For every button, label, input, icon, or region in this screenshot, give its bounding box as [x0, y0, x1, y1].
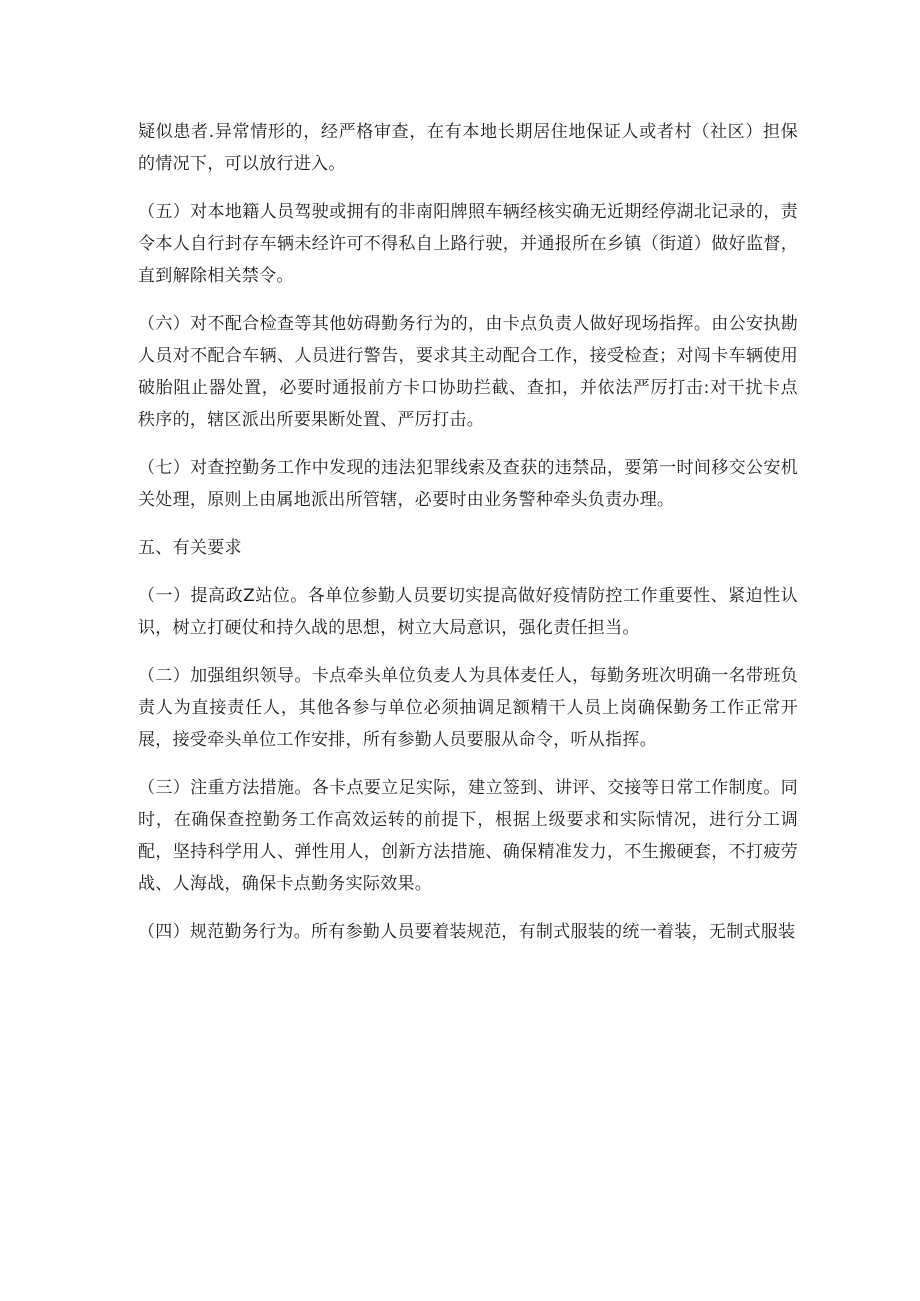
section-heading-requirements: 五、有关要求: [138, 538, 242, 558]
paragraph-requirement-1: （一）提高政Z站位。各单位参勤人员要切实提高做好疫情防控工作重要性、紧迫性认识，树立打硬仗和持久战的思想，树立大局意识，强化责任担当。: [138, 586, 798, 638]
paragraph-item-6: （六）对不配合检查等其他妨碍勤务行为的，由卡点负责人做好现场指挥。由公安执勘人员对不配合车辆、人员进行警告，要求其主动配合工作，接受检查；对闯卡车辆使用破胎阻止器处置，必要时通报前方卡口协助拦截、查扣，并依法严厉打击:对干扰卡点秩序的，辖区派出所要果断处置、严厉打击。: [138, 314, 798, 430]
paragraph-requirement-3: （三）注重方法措施。各卡点要立足实际，建立签到、讲评、交接等日常工作制度。同时，在确保查控勤务工作高效运转的前提下，根据上级要求和实际情况，进行分工调配，坚持科学用人、弹性用人，创新方法措施、确保精准发力，不生搬硬套，不打疲劳战、人海战，确保卡点勤务实际效果。: [138, 778, 798, 894]
paragraph-continuation: 疑似患者.异常情形的，经严格审查，在有本地长期居住地保证人或者村（社区）担保的情况下，可以放行进入。: [138, 122, 798, 174]
document-page: [138, 116, 798, 948]
paragraph-requirement-2: （二）加强组织领导。卡点牵头单位负麦人为具体麦任人，每勤务班次明确一名带班负责人为直接责任人，其他各参与单位必须抽调足额精干人员上岗确保勤务工作正常开展，接受牵头单位工作安排，所有参勤人员要服从命令，听从指挥。: [138, 666, 798, 750]
paragraph-item-5: （五）对本地籍人员驾驶或拥有的非南阳牌照车辆经核实确无近期经停湖北记录的，责令本人自行封存车辆未经许可不得私自上路行驶，并通报所在乡镇（街道）做好监督，直到解除相关禁令。: [138, 202, 798, 286]
paragraph-requirement-4: （四）规范勤务行为。所有参勤人员要着装规范，有制式服装的统一着装，无制式服装: [138, 922, 796, 942]
paragraph-item-7: （七）对查控勤务工作中发现的违法犯罪线索及查获的违禁品，要第一时间移交公安机关处理，原则上由属地派出所管辖，必要时由业务警种牵头负责办理。: [138, 458, 798, 510]
